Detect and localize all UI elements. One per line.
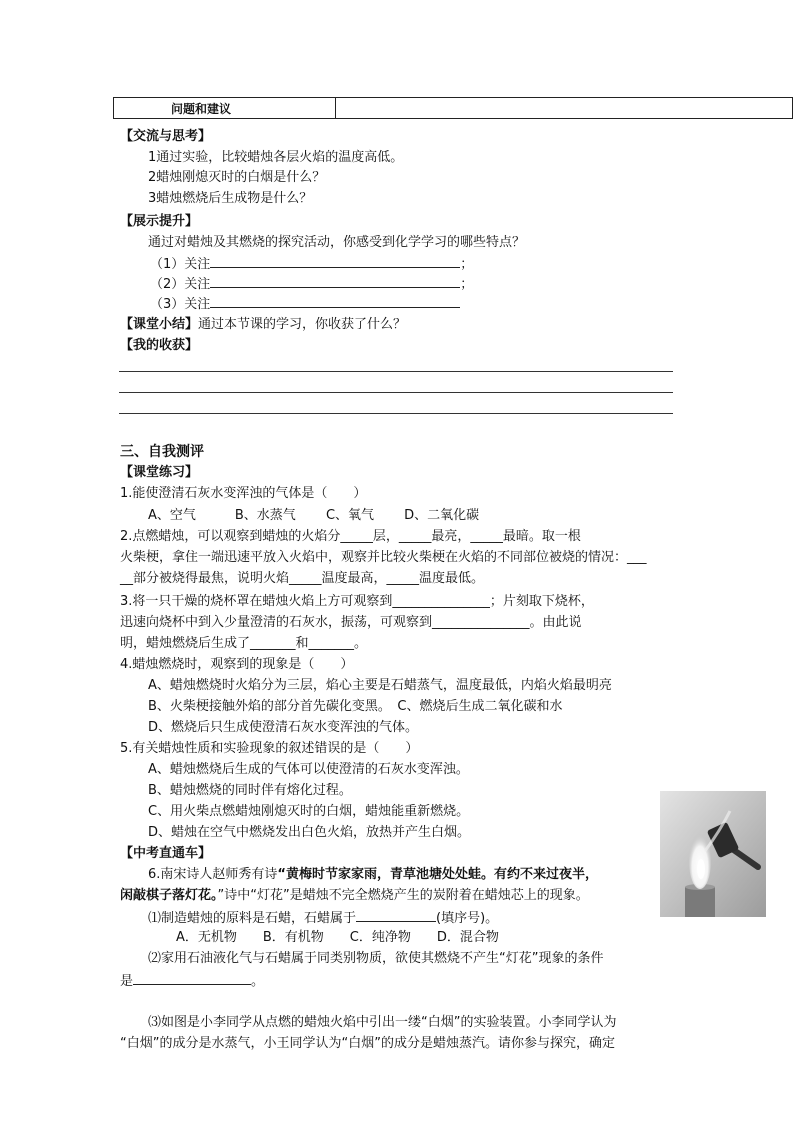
question-5-option-a: A、蜡烛燃烧后生成的气体可以使澄清的石灰水变浑浊。 [148,762,469,777]
exchange-heading: 【交流与思考】 [120,129,212,144]
question-1: 1.能使澄清石灰水变浑浊的气体是（ ） [120,486,367,501]
question-6-part-2-tail: 。 [251,974,265,989]
question-6-part-2-blank[interactable] [133,970,251,985]
suggestion-label-cell [114,98,336,119]
question-6-intro-line [148,865,598,885]
question-6-part-3-line-2: “白烟”的成分是水蒸气，小王同学认为“白烟”的成分是蜡烛蒸汽。请你参与探究，确定 [120,1036,615,1051]
question-4-option-a: A、蜡烛燃烧时火焰分为三层，焰心主要是石蜡蒸气，温度最低，内焰火焰最明亮 [148,678,612,693]
focus-item-1-blank[interactable] [210,253,460,268]
exchange-question-1: 1通过实验，比较蜡烛各层火焰的温度高低。 [148,150,404,165]
summary-heading: 【课堂小结】 [120,317,199,332]
focus-item-3 [150,293,460,315]
question-2-line-1: 2.点燃蜡烛，可以观察到蜡烛的火焰分_____层，_____最亮，_____最暗。取一根 [120,529,581,544]
summary-row [120,315,406,335]
question-3-line-3: 明，蜡烛燃烧后生成了_______和_______。 [120,636,368,651]
show-prompt: 通过对蜡烛及其燃烧的探究活动，你感受到化学学习的哪些特点？ [148,235,526,250]
focus-item-2-label: （2）关注 [150,277,211,292]
question-5-option-b: B、蜡烛燃烧的同时伴有熔化过程。 [148,783,352,798]
harvest-line-1[interactable] [119,371,673,372]
question-3-line-2: 迅速向烧杯中到入少量澄清的石灰水，振荡，可观察到_______________。由此说 [120,615,582,630]
question-6-part-2-line-1: ⑵家用石油液化气与石蜡属于同类别物质，欲使其燃烧不产生“灯花”现象的条件 [148,951,604,966]
question-6-explanation: ”诗中“灯花”是蜡烛不完全燃烧产生的炭附着在蜡烛芯上的现象。 [217,888,589,903]
question-6-part-1-tail: (填序号)。 [436,911,499,926]
harvest-heading: 【我的收获】 [120,338,199,353]
question-6-poem: “黄梅时节家家雨，青草池塘处处蛙。有约不来过夜半， [277,867,598,882]
question-4-option-d: D、燃烧后只生成使澄清石灰水变浑浊的气体。 [148,720,419,735]
question-6-poem-line-2 [120,886,589,906]
question-4-option-bc: B、火柴梗接触外焰的部分首先碳化变黑。 C、燃烧后生成二氧化碳和水 [148,699,563,714]
question-2-line-3: __部分被烧得最焦，说明火焰_____温度最高，_____温度最低。 [120,571,485,586]
question-1-options: A、空气 B、水蒸气 C、氧气 D、二氧化碳 [148,508,480,523]
question-6-part-1 [148,907,498,929]
practice-heading: 【课堂练习】 [120,465,199,480]
question-6-part-1-blank[interactable] [356,907,436,922]
exchange-question-3: 3蜡烛燃烧后生成物是什么？ [148,191,313,206]
question-5-option-c: C、用火柴点燃蜡烛刚熄灭时的白烟，蜡烛能重新燃烧。 [148,804,470,819]
question-4: 4.蜡烛燃烧时，观察到的现象是（ ） [120,657,354,672]
question-6-part-1-text: ⑴制造蜡烛的原料是石蜡，石蜡属于 [148,911,357,926]
question-3-line-1: 3.将一只干燥的烧杯罩在蜡烛火焰上方可观察到_______________；片刻取下烧杯， [120,594,594,609]
focus-item-1 [150,253,473,275]
focus-item-2 [150,273,473,295]
harvest-line-3[interactable] [119,413,673,414]
focus-item-1-label: （1）关注 [150,257,211,272]
section-3-title: 三、自我测评 [120,444,204,460]
focus-item-3-label: （3）关注 [150,297,211,312]
question-6-part-3-line-1: ⑶如图是小李同学从点燃的蜡烛火焰中引出一缕“白烟”的实验装置。小李同学认为 [148,1015,617,1030]
suggestion-label: 问题和建议 [171,101,232,116]
focus-item-3-blank[interactable] [210,293,460,308]
question-5-option-d: D、蜡烛在空气中燃烧发出白色火焰，放热并产生白烟。 [148,825,471,840]
harvest-line-2[interactable] [119,392,673,393]
question-6-intro: 6.南宋诗人赵师秀有诗 [148,867,278,882]
focus-item-2-end: ； [460,277,474,292]
question-6-part-2-lead: 是 [120,974,134,989]
focus-item-1-end: ； [460,257,474,272]
exam-heading: 【中考直通车】 [120,846,212,861]
suggestion-table [113,97,793,119]
candle-smoke-photo [660,791,766,917]
candle-experiment-image [660,791,766,917]
focus-item-2-blank[interactable] [210,273,460,288]
question-6-part-1-options: A．无机物 B．有机物 C．纯净物 D．混合物 [176,930,499,945]
question-2-line-2: 火柴梗，拿住一端迅速平放入火焰中，观察并比较火柴梗在火焰的不同部位被烧的情况：___ [120,550,647,565]
exchange-question-2: 2蜡烛刚熄灭时的白烟是什么？ [148,170,326,185]
summary-text: 通过本节课的学习，你收获了什么？ [198,317,407,332]
question-5: 5.有关蜡烛性质和实验现象的叙述错误的是（ ） [120,741,419,756]
show-heading: 【展示提升】 [120,214,199,229]
question-6-poem-end: 闲敲棋子落灯花。 [120,888,218,903]
suggestion-answer-cell[interactable] [336,98,793,119]
question-6-part-2-line-2 [120,970,264,992]
